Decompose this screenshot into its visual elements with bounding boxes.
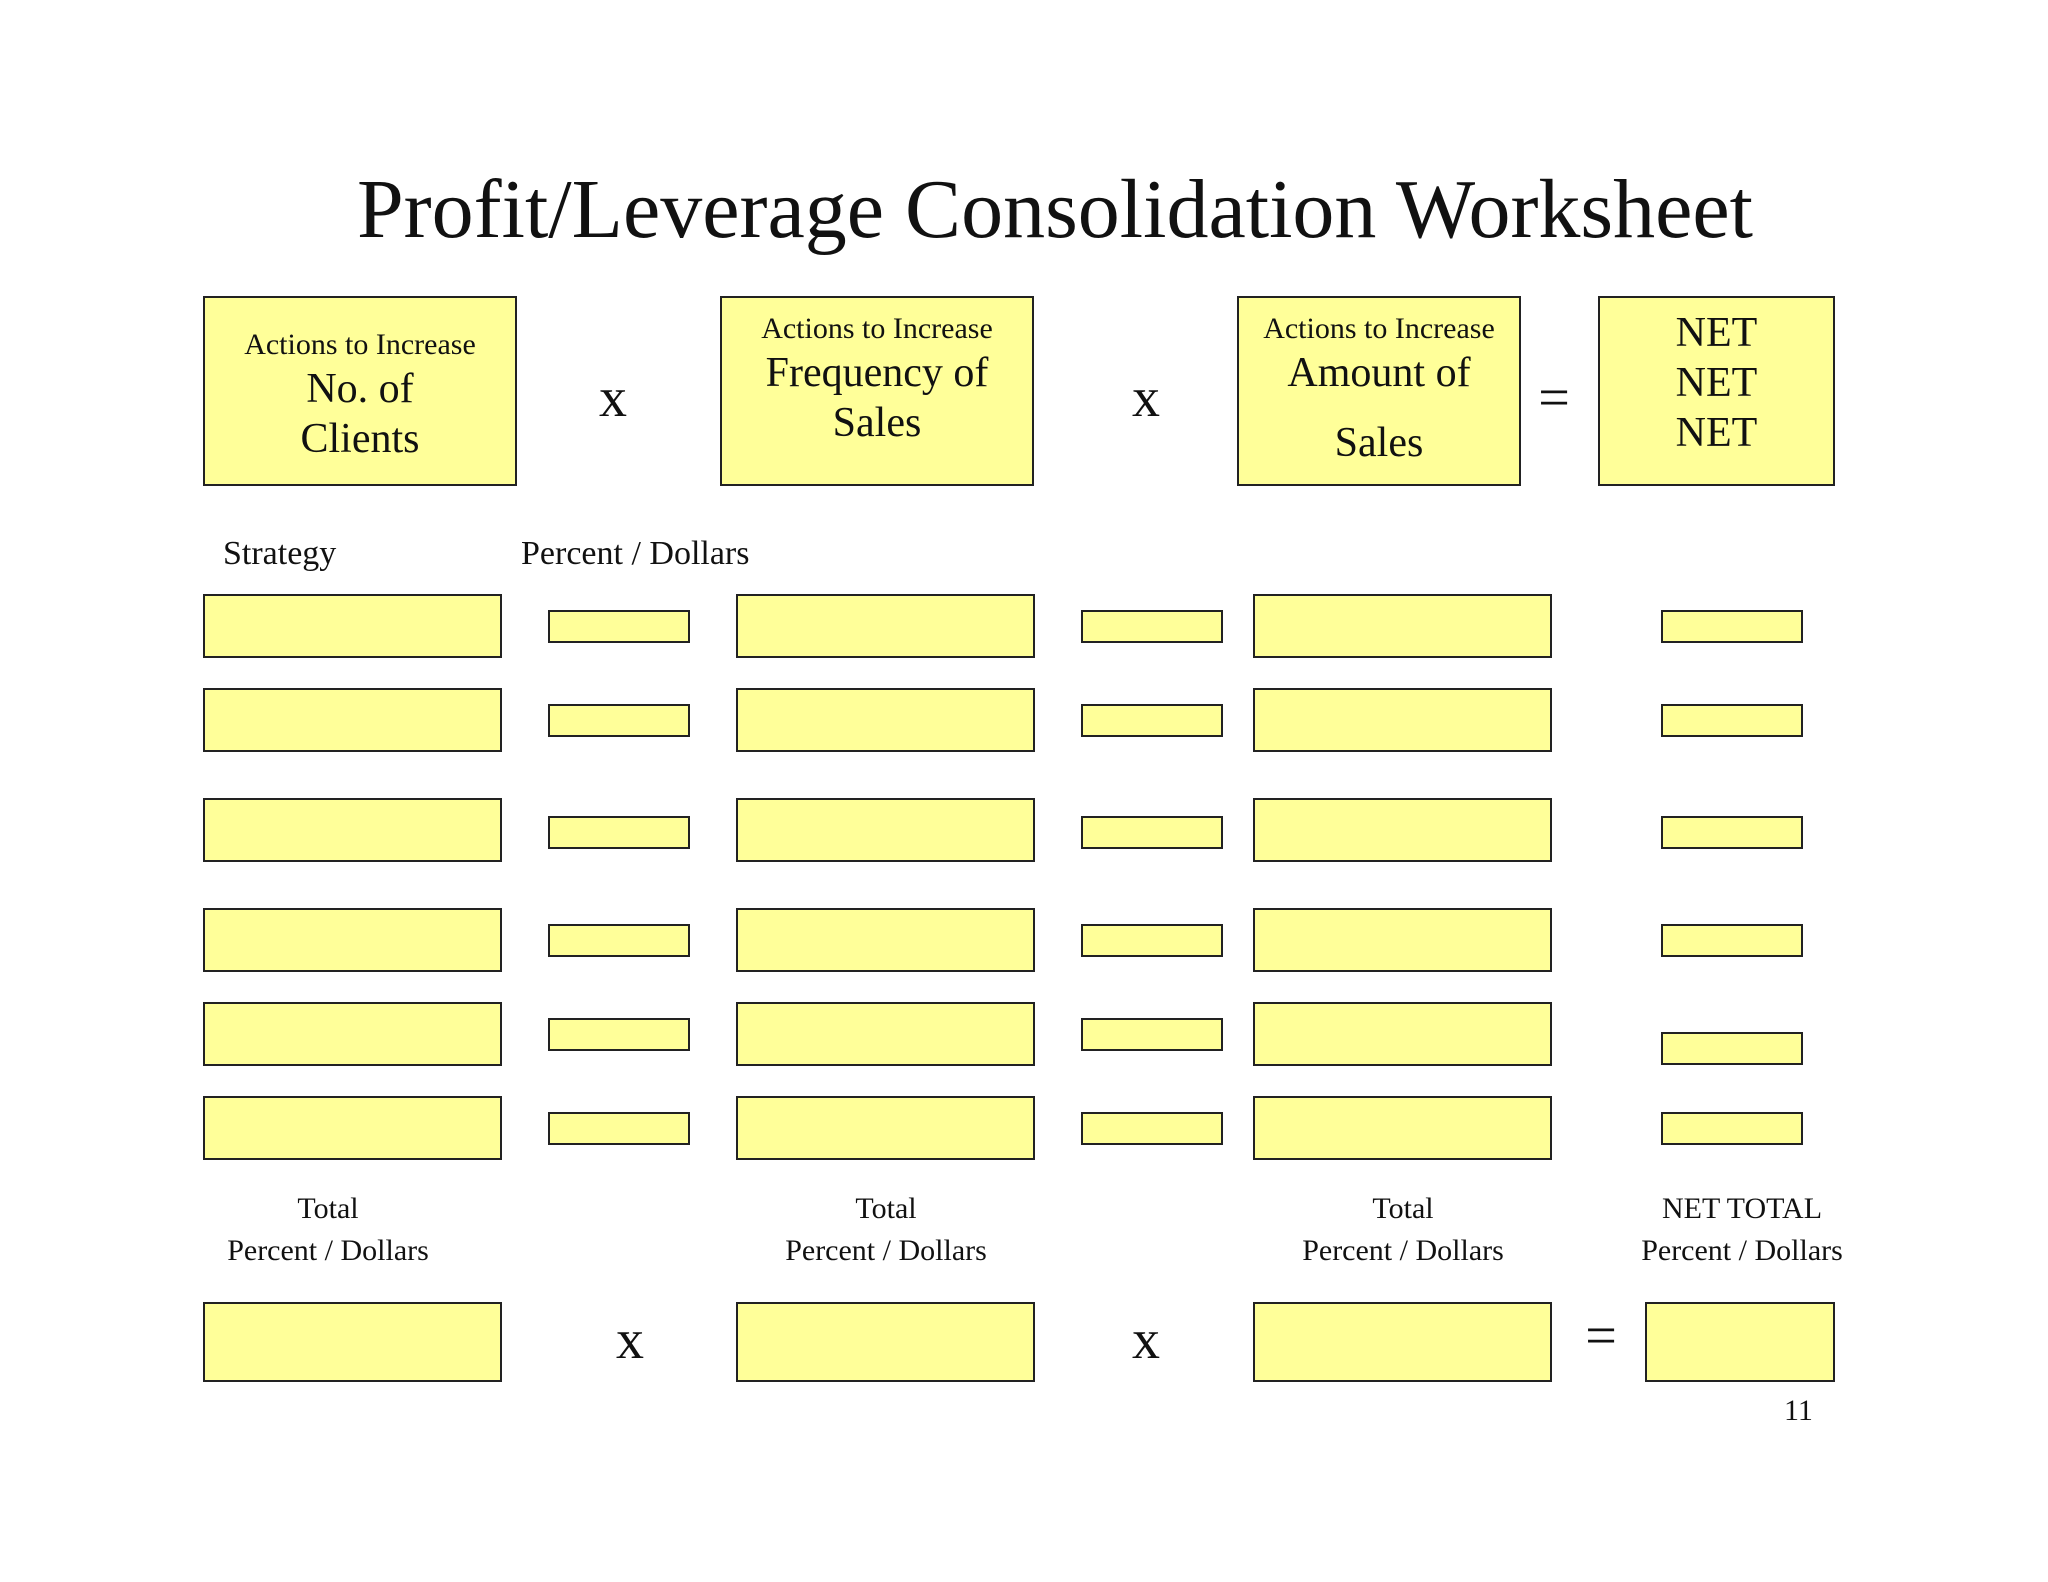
header-box-clients-caption: Actions to Increase xyxy=(244,328,476,361)
strategy-field-amount[interactable] xyxy=(1253,1096,1552,1160)
strategy-field-amount[interactable] xyxy=(1253,798,1552,862)
header-box-net xyxy=(1598,296,1835,486)
percent-field-clients[interactable] xyxy=(548,816,690,849)
percent-field-frequency[interactable] xyxy=(1081,924,1223,957)
net-field[interactable] xyxy=(1661,924,1803,957)
header-box-frequency-line2: Sales xyxy=(832,400,922,446)
net-field[interactable] xyxy=(1661,816,1803,849)
percent-field-frequency[interactable] xyxy=(1081,816,1223,849)
strategy-field-amount[interactable] xyxy=(1253,1002,1552,1066)
net-field[interactable] xyxy=(1661,610,1803,643)
total-field-amount[interactable] xyxy=(1253,1302,1552,1382)
header-box-clients xyxy=(203,296,517,486)
multiply-sign: x xyxy=(599,367,627,429)
percent-field-frequency[interactable] xyxy=(1081,610,1223,643)
total-label-frequency-line2: Percent / Dollars xyxy=(785,1234,987,1267)
multiply-sign: x xyxy=(1132,367,1160,429)
header-box-amount-line1: Amount of xyxy=(1287,350,1471,396)
total-label-amount xyxy=(1278,1188,1528,1272)
strategy-field-amount[interactable] xyxy=(1253,688,1552,752)
header-box-frequency-line1: Frequency of xyxy=(765,350,989,396)
percent-field-clients[interactable] xyxy=(548,1112,690,1145)
multiply-sign: x xyxy=(1132,1309,1160,1371)
strategy-field-clients[interactable] xyxy=(203,688,502,752)
strategy-field-clients[interactable] xyxy=(203,908,502,972)
header-box-clients-line2: Clients xyxy=(300,416,420,462)
strategy-field-clients[interactable] xyxy=(203,1002,502,1066)
strategy-field-frequency[interactable] xyxy=(736,908,1035,972)
percent-field-frequency[interactable] xyxy=(1081,1112,1223,1145)
strategy-field-frequency[interactable] xyxy=(736,798,1035,862)
header-box-amount-line2: Sales xyxy=(1334,420,1424,466)
page-title: Profit/Leverage Consolidation Worksheet xyxy=(356,163,1754,256)
percent-field-clients[interactable] xyxy=(548,610,690,643)
net-field[interactable] xyxy=(1661,704,1803,737)
percent-field-clients[interactable] xyxy=(548,924,690,957)
net-total-field[interactable] xyxy=(1645,1302,1835,1382)
percent-field-frequency[interactable] xyxy=(1081,704,1223,737)
page-number: 11 xyxy=(1784,1394,1813,1427)
header-box-amount-caption: Actions to Increase xyxy=(1263,312,1495,345)
header-box-net-line2: NET xyxy=(1675,360,1758,406)
strategy-field-frequency[interactable] xyxy=(736,1096,1035,1160)
header-box-net-line1: NET xyxy=(1675,310,1758,356)
strategy-field-clients[interactable] xyxy=(203,1096,502,1160)
strategy-field-frequency[interactable] xyxy=(736,594,1035,658)
percent-field-frequency[interactable] xyxy=(1081,1018,1223,1051)
strategy-field-amount[interactable] xyxy=(1253,594,1552,658)
percent-field-clients[interactable] xyxy=(548,704,690,737)
header-box-clients-line1: No. of xyxy=(306,366,414,412)
total-label-frequency-line1: Total xyxy=(855,1192,917,1225)
strategy-label: Strategy xyxy=(223,535,337,572)
strategy-field-frequency[interactable] xyxy=(736,1002,1035,1066)
strategy-field-frequency[interactable] xyxy=(736,688,1035,752)
net-total-label-line2: Percent / Dollars xyxy=(1641,1234,1843,1267)
net-total-label xyxy=(1617,1188,1867,1272)
total-label-clients-line1: Total xyxy=(297,1192,359,1225)
total-label-clients xyxy=(203,1188,453,1272)
net-total-label-line1: NET TOTAL xyxy=(1661,1192,1823,1225)
net-field[interactable] xyxy=(1661,1032,1803,1065)
multiply-sign: x xyxy=(616,1309,644,1371)
equals-sign: = xyxy=(1538,367,1570,429)
strategy-field-amount[interactable] xyxy=(1253,908,1552,972)
total-field-frequency[interactable] xyxy=(736,1302,1035,1382)
equals-sign: = xyxy=(1585,1305,1617,1367)
total-label-frequency xyxy=(761,1188,1011,1272)
strategy-field-clients[interactable] xyxy=(203,798,502,862)
total-field-clients[interactable] xyxy=(203,1302,502,1382)
header-box-net-line3: NET xyxy=(1675,410,1758,456)
percent-field-clients[interactable] xyxy=(548,1018,690,1051)
total-label-amount-line1: Total xyxy=(1372,1192,1434,1225)
percent-dollars-label: Percent / Dollars xyxy=(521,535,750,572)
total-label-clients-line2: Percent / Dollars xyxy=(227,1234,429,1267)
net-field[interactable] xyxy=(1661,1112,1803,1145)
header-box-frequency-caption: Actions to Increase xyxy=(761,312,993,345)
strategy-field-clients[interactable] xyxy=(203,594,502,658)
header-box-amount xyxy=(1237,296,1521,486)
header-box-frequency xyxy=(720,296,1034,486)
total-label-amount-line2: Percent / Dollars xyxy=(1302,1234,1504,1267)
